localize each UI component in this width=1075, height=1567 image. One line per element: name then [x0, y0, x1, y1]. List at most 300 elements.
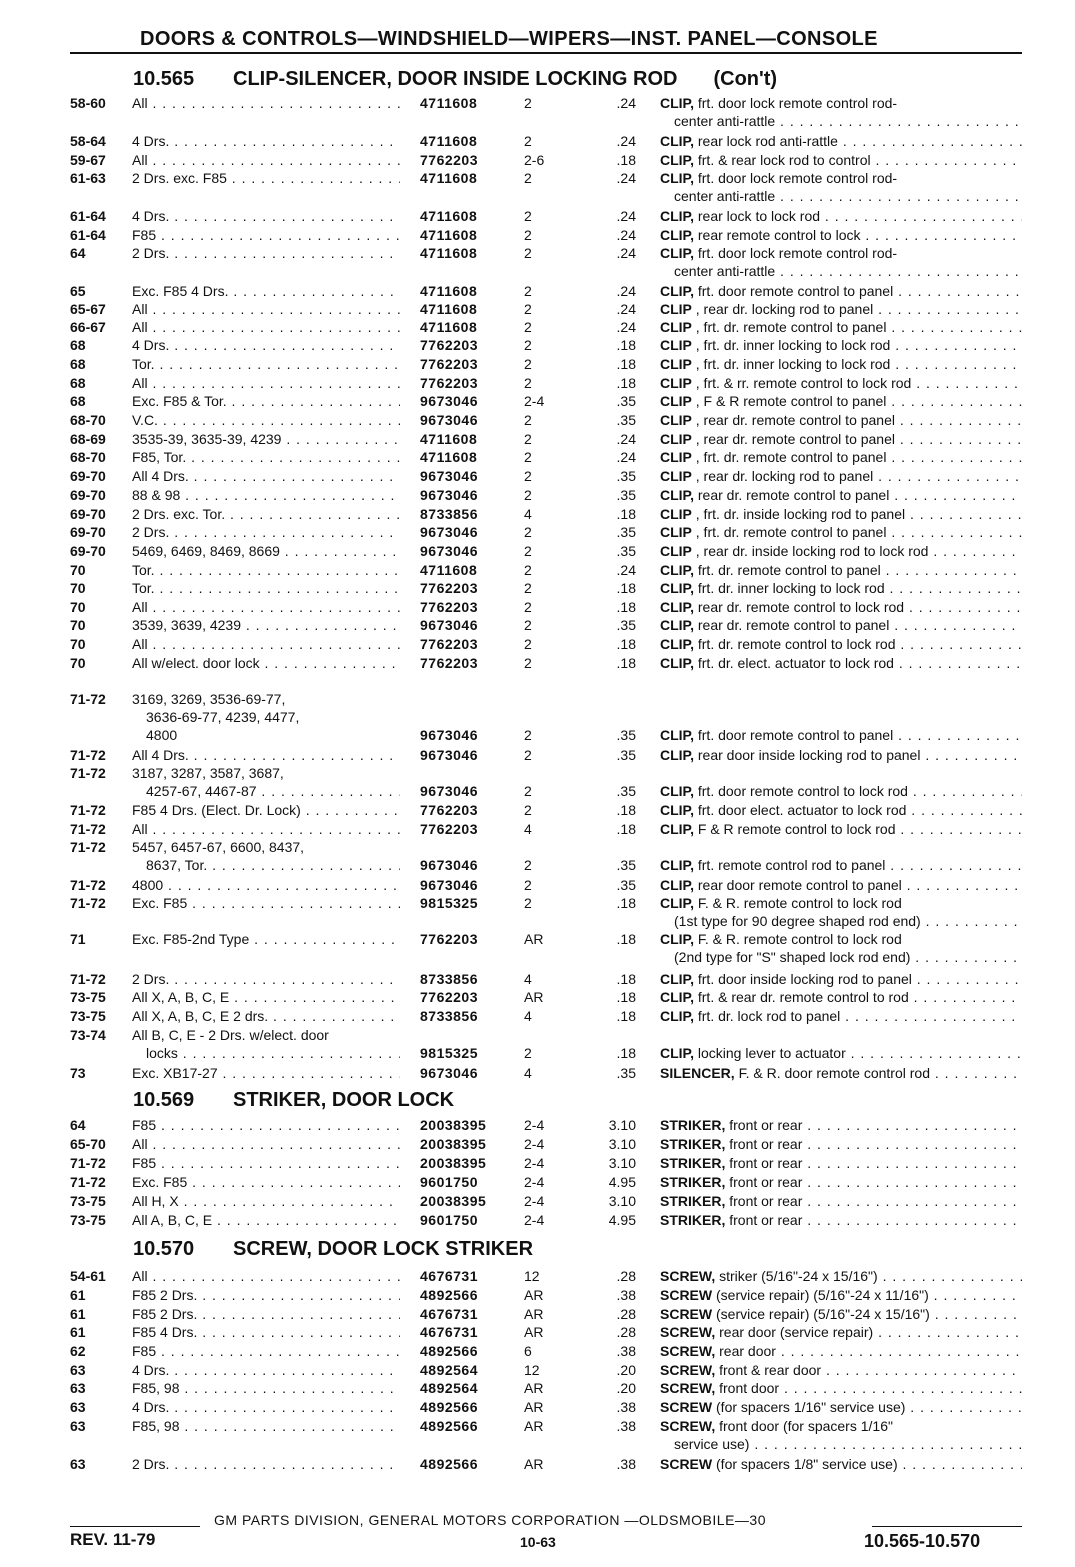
- description-keyword: CLIP: [660, 393, 692, 409]
- table-row: [0, 244, 1075, 262]
- price: 4.95: [608, 1212, 636, 1228]
- model-cell: 4800 . . .: [132, 876, 400, 894]
- description-text: front or rear: [729, 1117, 803, 1133]
- table-row: [0, 1417, 1075, 1435]
- description-text: rear lock to lock rod: [697, 208, 821, 224]
- table-row: [0, 1026, 1075, 1044]
- table-row: [0, 94, 1075, 112]
- description: [660, 579, 1022, 597]
- price: .35: [616, 543, 636, 559]
- year-range: 70: [70, 655, 86, 671]
- part-number: 4711608: [420, 170, 478, 186]
- description-text: frt. door lock remote control rod-: [697, 170, 898, 186]
- model-cell: F85 . . .: [132, 1116, 400, 1134]
- year-range: 73-75: [70, 989, 106, 1005]
- part-number: 4676731: [420, 1306, 479, 1322]
- quantity: 2: [524, 877, 532, 893]
- part-number: 9673046: [420, 412, 479, 428]
- part-number: 9673046: [420, 487, 479, 503]
- year-range: 68-70: [70, 449, 106, 465]
- price: .18: [616, 506, 636, 522]
- description-text: (service repair) (5/16"-24 x 15/16"): [716, 1306, 930, 1322]
- table-row: [0, 598, 1075, 616]
- description: [660, 318, 1022, 336]
- part-number: 7762203: [420, 599, 479, 615]
- footer-rule-right: [872, 1526, 1022, 1527]
- description-keyword: SCREW,: [660, 1380, 716, 1396]
- part-number: 20038395: [420, 1155, 487, 1171]
- description: [660, 355, 1022, 373]
- quantity: 2: [524, 747, 532, 763]
- year-range: 73: [70, 1065, 86, 1081]
- part-number: 8733856: [420, 971, 479, 987]
- table-row: [0, 448, 1075, 466]
- description-keyword: SCREW,: [660, 1362, 716, 1378]
- price: .24: [616, 449, 636, 465]
- year-range: 63: [70, 1418, 86, 1434]
- section-number: 10.570: [133, 1238, 195, 1260]
- description: [660, 1305, 1022, 1323]
- footer-revision: REV. 11-79: [70, 1530, 156, 1549]
- year-range: 71-72: [70, 839, 106, 855]
- year-range: 71-72: [70, 765, 106, 781]
- part-number: 7762203: [420, 152, 479, 168]
- year-range: 70: [70, 617, 86, 633]
- table-row: [0, 654, 1075, 672]
- part-number: 7762203: [420, 636, 479, 652]
- year-range: 69-70: [70, 506, 106, 522]
- description: [660, 1286, 1022, 1304]
- price: .18: [616, 802, 636, 818]
- year-range: 73-74: [70, 1027, 106, 1043]
- model-cell-continued: locks . . .: [146, 1044, 400, 1062]
- price: .35: [616, 877, 636, 893]
- description: [660, 411, 1022, 429]
- description: [660, 374, 1022, 392]
- description: [660, 505, 1022, 523]
- quantity: 2: [524, 375, 532, 391]
- quantity: AR: [524, 1287, 544, 1303]
- description: [660, 336, 1022, 354]
- description-text: , frt. dr. remote control to panel: [695, 449, 887, 465]
- description: [660, 801, 1022, 819]
- part-number: 9673046: [420, 1065, 479, 1081]
- price: .18: [616, 152, 636, 168]
- quantity: 2: [524, 727, 532, 743]
- price: .18: [616, 375, 636, 391]
- year-range: 71: [70, 931, 86, 947]
- description: [660, 1455, 1022, 1473]
- description: [660, 1267, 1022, 1285]
- description-keyword: SCREW: [660, 1456, 713, 1472]
- year-range: 65-70: [70, 1136, 106, 1152]
- description-text: frt. dr. remote control to lock rod: [697, 636, 896, 652]
- description-text: rear dr. remote control to panel: [697, 617, 890, 633]
- quantity: 2: [524, 636, 532, 652]
- table-row: [0, 336, 1075, 354]
- description-keyword: CLIP,: [660, 208, 694, 224]
- description-text-continued: center anti-rattle . . .: [674, 187, 1022, 205]
- table-row: [0, 635, 1075, 653]
- quantity: AR: [524, 1380, 544, 1396]
- quantity: 2-4: [524, 393, 545, 409]
- section-heading: [133, 68, 777, 92]
- description: [660, 894, 1022, 912]
- model-cell-continued: 4257-67, 4467-87 . . .: [146, 782, 400, 800]
- part-number: 4711608: [420, 319, 478, 335]
- quantity: 2-4: [524, 1212, 545, 1228]
- table-row: [0, 1342, 1075, 1360]
- description-text: front door: [719, 1380, 780, 1396]
- description-continuation: [0, 912, 1075, 930]
- table-row: [0, 1007, 1075, 1025]
- table-row: [0, 1455, 1075, 1473]
- table-row: [0, 318, 1075, 336]
- model-cell: All . . .: [132, 598, 400, 616]
- table-row: [0, 207, 1075, 225]
- year-range: 69-70: [70, 487, 106, 503]
- model-cell: F85 2 Drs. . . .: [132, 1286, 400, 1304]
- quantity: 2: [524, 857, 532, 873]
- table-row: [0, 505, 1075, 523]
- part-number: 8733856: [420, 506, 479, 522]
- description: [660, 1192, 1022, 1210]
- model-cell: All . . .: [132, 635, 400, 653]
- description-text: rear dr. remote control to lock rod: [697, 599, 905, 615]
- part-number: 9673046: [420, 857, 479, 873]
- model-cell: F85 . . .: [132, 226, 400, 244]
- description-text: rear remote control to lock: [697, 227, 861, 243]
- description-text-continued: (1st type for 90 degree shaped rod end) . . .: [674, 912, 1022, 930]
- quantity: 4: [524, 506, 532, 522]
- year-range: 69-70: [70, 468, 106, 484]
- description-text: , rear dr. remote control to panel: [695, 431, 895, 447]
- description: [660, 300, 1022, 318]
- part-number: 4892566: [420, 1418, 479, 1434]
- year-range: 63: [70, 1362, 86, 1378]
- quantity: 2-4: [524, 1155, 545, 1171]
- year-range: 63: [70, 1380, 86, 1396]
- model-cell: 5469, 6469, 8469, 8669 . . .: [132, 542, 400, 560]
- model-cell: All w/elect. door lock . . .: [132, 654, 400, 672]
- description-keyword: SILENCER,: [660, 1065, 735, 1081]
- description-text: front door (for spacers 1/16": [719, 1418, 893, 1434]
- quantity: 2: [524, 356, 532, 372]
- description: [660, 635, 1022, 653]
- price: .18: [616, 636, 636, 652]
- part-number: 20038395: [420, 1117, 487, 1133]
- description-text: front & rear door: [719, 1362, 822, 1378]
- table-row: [0, 764, 1075, 782]
- description-keyword: CLIP,: [660, 487, 694, 503]
- model-cell: F85 4 Drs. (Elect. Dr. Lock) . . .: [132, 801, 400, 819]
- description-keyword: CLIP: [660, 431, 692, 447]
- part-number: 4711608: [420, 133, 478, 149]
- quantity: 2: [524, 543, 532, 559]
- description: [660, 244, 1022, 262]
- table-row: [0, 1154, 1075, 1172]
- part-number: 4892564: [420, 1380, 479, 1396]
- year-range: 71-72: [70, 802, 106, 818]
- description-keyword: CLIP,: [660, 227, 694, 243]
- quantity: 2: [524, 1045, 532, 1061]
- table-row: [0, 430, 1075, 448]
- table-row: [0, 561, 1075, 579]
- year-range: 70: [70, 636, 86, 652]
- table-row: [0, 1323, 1075, 1341]
- model-cell: All . . .: [132, 318, 400, 336]
- quantity: 6: [524, 1343, 532, 1359]
- page-header-title: DOORS & CONTROLS—WINDSHIELD—WIPERS—INST. PANEL—CONSOLE: [140, 28, 878, 50]
- price: .38: [616, 1287, 636, 1303]
- description-keyword: CLIP,: [660, 283, 694, 299]
- price: .35: [616, 857, 636, 873]
- quantity: 2-4: [524, 1136, 545, 1152]
- description-text: locking lever to actuator: [697, 1045, 846, 1061]
- description-text: frt. dr. elect. actuator to lock rod: [697, 655, 894, 671]
- model-cell: F85 2 Drs. . . .: [132, 1305, 400, 1323]
- table-row: [0, 300, 1075, 318]
- description-text: (for spacers 1/8" service use): [716, 1456, 898, 1472]
- description-text: , rear dr. locking rod to panel: [695, 301, 874, 317]
- model-cell: All . . .: [132, 94, 400, 112]
- model-cell: All . . .: [132, 300, 400, 318]
- year-range: 58-60: [70, 95, 106, 111]
- year-range: 64: [70, 1117, 86, 1133]
- description-keyword: CLIP,: [660, 727, 694, 743]
- description-keyword: CLIP,: [660, 747, 694, 763]
- model-cell: F85 . . .: [132, 1342, 400, 1360]
- table-row: [0, 486, 1075, 504]
- description-text: frt. & rear lock rod to control: [697, 152, 871, 168]
- table-row: [0, 876, 1075, 894]
- description-text: , rear dr. inside locking rod to lock rod: [695, 543, 929, 559]
- year-range: 73-75: [70, 1193, 106, 1209]
- year-range: 71-72: [70, 971, 106, 987]
- year-range: 61: [70, 1306, 86, 1322]
- price: .24: [616, 208, 636, 224]
- year-range: 71-72: [70, 691, 106, 707]
- part-number: 4711608: [420, 562, 478, 578]
- description: [660, 486, 1022, 504]
- quantity: 2: [524, 562, 532, 578]
- description-text: front or rear: [729, 1136, 803, 1152]
- table-row: [0, 820, 1075, 838]
- description: [660, 1323, 1022, 1341]
- model-cell: All X, A, B, C, E . . .: [132, 988, 400, 1006]
- description-continuation: [0, 112, 1075, 130]
- model-cell: All . . .: [132, 1267, 400, 1285]
- price: .18: [616, 1008, 636, 1024]
- quantity: 2: [524, 95, 532, 111]
- year-range: 69-70: [70, 524, 106, 540]
- description-text: frt. dr. remote control to panel: [697, 562, 881, 578]
- description-text: , frt. dr. remote control to panel: [695, 319, 887, 335]
- quantity: 2: [524, 783, 532, 799]
- part-number: 4892566: [420, 1456, 479, 1472]
- part-number: 9673046: [420, 617, 479, 633]
- price: .38: [616, 1343, 636, 1359]
- description-text: (for spacers 1/16" service use): [716, 1399, 906, 1415]
- table-row: [0, 1135, 1075, 1153]
- model-cell: 4 Drs. . . .: [132, 336, 400, 354]
- table-row: [0, 1361, 1075, 1379]
- year-range: 71-72: [70, 877, 106, 893]
- year-range: 73-75: [70, 1212, 106, 1228]
- price: .38: [616, 1418, 636, 1434]
- table-row: [0, 411, 1075, 429]
- model-cell: Tor. . . .: [132, 579, 400, 597]
- quantity: 2: [524, 412, 532, 428]
- description-keyword: CLIP,: [660, 877, 694, 893]
- model-cell: Exc. F85 & Tor. . . .: [132, 392, 400, 410]
- description-text: frt. door remote control to panel: [697, 283, 894, 299]
- description: [660, 1135, 1022, 1153]
- description-text-continued: center anti-rattle . . .: [674, 262, 1022, 280]
- quantity: 2: [524, 468, 532, 484]
- model-cell: All 4 Drs. . . .: [132, 746, 400, 764]
- price: .24: [616, 319, 636, 335]
- description-keyword: CLIP,: [660, 636, 694, 652]
- price: .24: [616, 431, 636, 447]
- quantity: 2-4: [524, 1174, 545, 1190]
- description: [660, 1379, 1022, 1397]
- section-number: 10.565: [133, 68, 195, 90]
- quantity: 2: [524, 655, 532, 671]
- description: [660, 988, 1022, 1006]
- model-cell: All 4 Drs. . . .: [132, 467, 400, 485]
- description-text: , frt. & rr. remote control to lock rod: [695, 375, 912, 391]
- description-text: frt. dr. inner locking to lock rod: [697, 580, 885, 596]
- model-cell: 4 Drs. . . .: [132, 1398, 400, 1416]
- table-row: [0, 746, 1075, 764]
- table-row: [0, 1192, 1075, 1210]
- description-keyword: STRIKER,: [660, 1174, 726, 1190]
- description: [660, 1417, 1022, 1435]
- year-range: 61: [70, 1287, 86, 1303]
- description-text: frt. dr. lock rod to panel: [697, 1008, 841, 1024]
- section-title: STRIKER, DOOR LOCK: [233, 1089, 455, 1111]
- model-cell: 2 Drs. . . .: [132, 970, 400, 988]
- description-continuation: [0, 187, 1075, 205]
- description: [660, 392, 1022, 410]
- table-row: [0, 226, 1075, 244]
- description-keyword: CLIP: [660, 319, 692, 335]
- table-row: [0, 616, 1075, 634]
- part-number: 4676731: [420, 1268, 479, 1284]
- quantity: 2: [524, 487, 532, 503]
- description: [660, 1064, 1022, 1082]
- description-keyword: CLIP,: [660, 599, 694, 615]
- model-cell: All A, B, C, E . . .: [132, 1211, 400, 1229]
- model-cell: 2 Drs. exc. Tor. . . .: [132, 505, 400, 523]
- description: [660, 1154, 1022, 1172]
- description-keyword: CLIP: [660, 375, 692, 391]
- year-range: 66-67: [70, 319, 106, 335]
- part-number: 7762203: [420, 655, 479, 671]
- description: [660, 782, 1022, 800]
- table-row: [0, 690, 1075, 708]
- model-cell: 4 Drs. . . .: [132, 207, 400, 225]
- price: .18: [616, 931, 636, 947]
- price: 4.95: [608, 1174, 636, 1190]
- quantity: AR: [524, 1306, 544, 1322]
- price: .28: [616, 1324, 636, 1340]
- quantity: 4: [524, 821, 532, 837]
- quantity: 2: [524, 170, 532, 186]
- price: .35: [616, 412, 636, 428]
- description: [660, 561, 1022, 579]
- description-keyword: CLIP,: [660, 617, 694, 633]
- description-text: F. & R. door remote control rod: [738, 1065, 930, 1081]
- year-range: 71-72: [70, 1155, 106, 1171]
- description-keyword: CLIP: [660, 356, 692, 372]
- model-cell: 2 Drs. . . .: [132, 523, 400, 541]
- description-keyword: SCREW,: [660, 1343, 716, 1359]
- description: [660, 856, 1022, 874]
- description-keyword: CLIP,: [660, 783, 694, 799]
- description: [660, 467, 1022, 485]
- description-text: , frt. dr. inside locking rod to panel: [695, 506, 906, 522]
- part-number: 7762203: [420, 337, 479, 353]
- price: .18: [616, 337, 636, 353]
- model-cell-continued: 4800: [146, 727, 178, 743]
- description: [660, 1398, 1022, 1416]
- year-range: 59-67: [70, 152, 106, 168]
- model-cell: Exc. F85 . . .: [132, 1173, 400, 1191]
- table-row-continuation: [0, 782, 1075, 800]
- description: [660, 430, 1022, 448]
- part-number: 9815325: [420, 1045, 479, 1061]
- model-cell: V.C. . . .: [132, 411, 400, 429]
- price: .18: [616, 580, 636, 596]
- description: [660, 523, 1022, 541]
- part-number: 7762203: [420, 356, 479, 372]
- description: [660, 151, 1022, 169]
- model-cell: All B, C, E - 2 Drs. w/elect. door: [132, 1027, 329, 1043]
- table-row: [0, 132, 1075, 150]
- description-keyword: CLIP,: [660, 170, 694, 186]
- model-cell: All . . .: [132, 1135, 400, 1153]
- description-keyword: SCREW: [660, 1399, 713, 1415]
- part-number: 4711608: [420, 301, 478, 317]
- description-keyword: CLIP: [660, 412, 692, 428]
- price: .18: [616, 821, 636, 837]
- quantity: 2: [524, 802, 532, 818]
- description-text: front or rear: [729, 1212, 803, 1228]
- year-range: 63: [70, 1456, 86, 1472]
- model-cell: All . . .: [132, 820, 400, 838]
- price: .35: [616, 393, 636, 409]
- part-number: 9601750: [420, 1212, 479, 1228]
- description-keyword: CLIP,: [660, 802, 694, 818]
- description: [660, 598, 1022, 616]
- part-number: 4711608: [420, 245, 478, 261]
- year-range: 70: [70, 580, 86, 596]
- model-cell: 3187, 3287, 3587, 3687,: [132, 765, 284, 781]
- model-cell-continued: 8637, Tor. . . .: [146, 856, 400, 874]
- price: .18: [616, 989, 636, 1005]
- description-text: , frt. dr. inner locking to lock rod: [695, 337, 891, 353]
- quantity: 12: [524, 1268, 540, 1284]
- section-title: SCREW, DOOR LOCK STRIKER: [233, 1238, 534, 1260]
- description-keyword: CLIP,: [660, 989, 694, 1005]
- quantity: 2: [524, 431, 532, 447]
- year-range: 68-70: [70, 412, 106, 428]
- part-number: 4892566: [420, 1287, 479, 1303]
- description-text-continued: service use) . . .: [674, 1435, 1022, 1453]
- quantity: AR: [524, 1456, 544, 1472]
